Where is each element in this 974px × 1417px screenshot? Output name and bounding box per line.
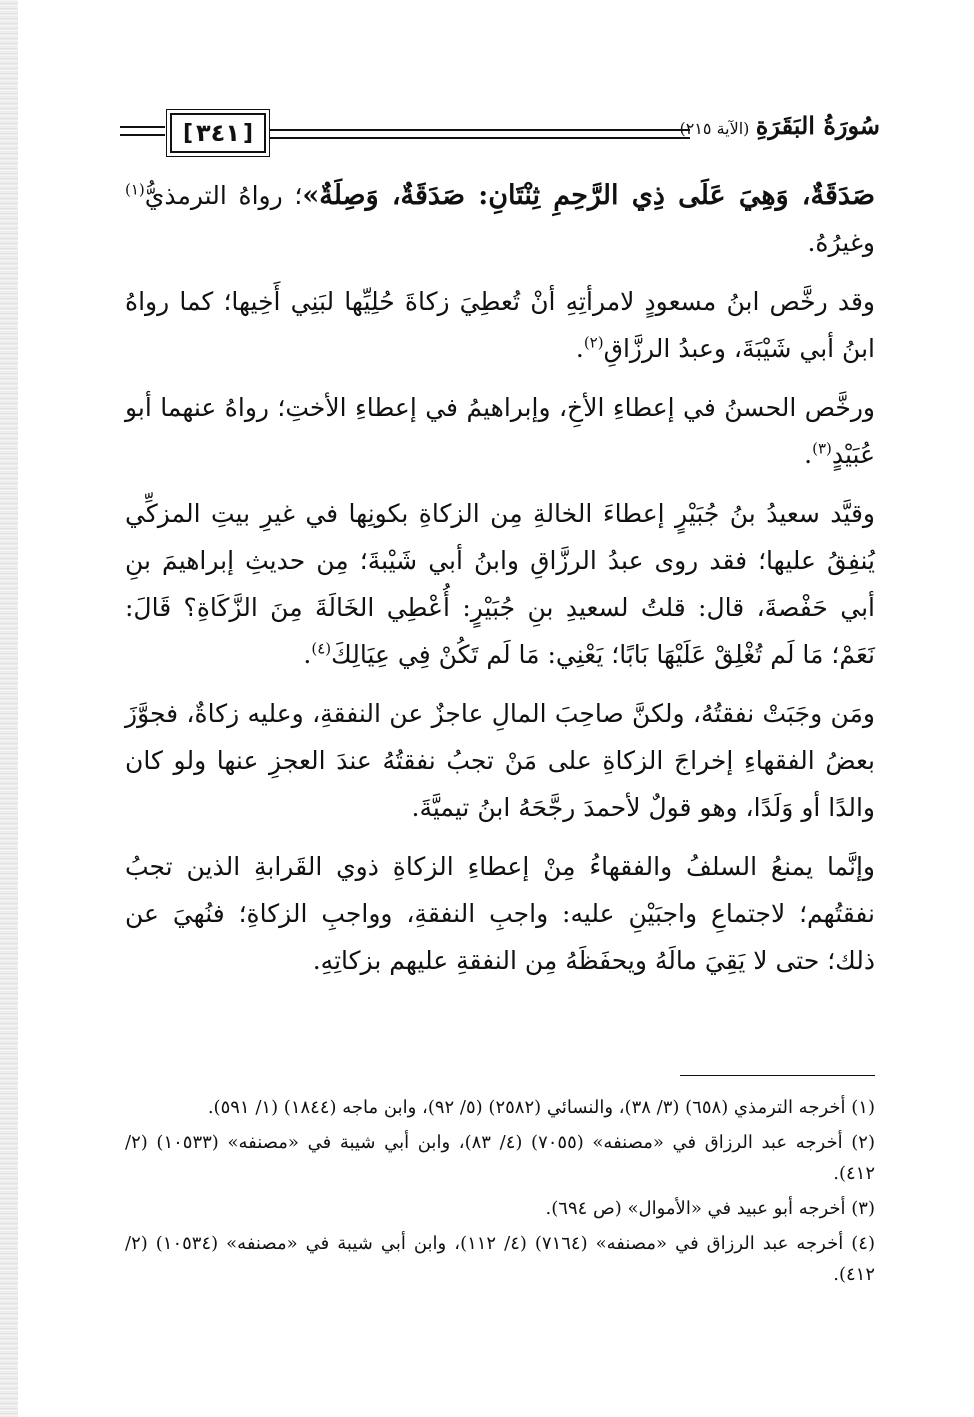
paragraph-tail: . <box>575 334 584 363</box>
footnote-text: أخرجه الترمذي (٦٥٨) (٣/ ٣٨)، والنسائي (٢٥٨٢) (٥/ ٩٢)، وابن ماجه (١٨٤٤) (١/ ٥٩١). <box>207 1097 846 1118</box>
paragraph-tail: . <box>303 640 312 669</box>
scan-edge <box>0 0 18 1417</box>
header-rule <box>270 129 690 139</box>
paragraph-1 <box>125 172 875 266</box>
footnote-ref: (١) <box>125 180 145 199</box>
header-rule-left <box>120 126 165 136</box>
paragraph-text: وقيَّد سعيدُ بنُ جُبَيْرٍ إعطاءَ الخالةِ مِن الزكاةِ بكونِها في غيرِ بيتِ المزكِّي يُنفِقُ عليها؛ فقد روى عبدُ الرزَّاقِ وابنُ أبي شَيْبةَ؛ مِن حديثِ إبراهيمَ بنِ أبي حَفْصةَ، قال: قلتُ لسعيدِ بنِ جُبَيْرٍ: أُعْطِي الخَالَةَ مِنَ الزَّكَاةِ؟ قَالَ: نَعَمْ؛ مَا لَم تُغْلِقْ عَلَيْهَا بَابًا؛ يَعْنِي: مَا لَم تَكُنْ فِي عِيَالِكَ <box>125 499 875 669</box>
footnote-text: أخرجه عبد الرزاق في «مصنفه» (٧١٦٤) (٤/ ١١٢)، وابن أبي شيبة في «مصنفه» (١٠٥٣٤) (٢/ ٤١٢). <box>125 1233 875 1285</box>
paragraph-tail: وغيرُهُ. <box>807 228 875 257</box>
main-text <box>125 172 875 996</box>
footnote-2 <box>125 1127 875 1189</box>
footnote-separator <box>680 1075 875 1076</box>
surah-title <box>679 111 880 140</box>
paragraph-text: ؛ رواهُ الترمذيُّ <box>144 181 303 210</box>
page-number: ٣٤١ <box>196 119 240 147</box>
page-number-box: [ ٣٤١ ] <box>170 113 266 153</box>
paragraph-text: ومَن وجَبَتْ نفقتُهُ، ولكنَّ صاحِبَ المالِ عاجزٌ عن النفقةِ، وعليه زكاةٌ، فجوَّزَ بعضُ الفقهاءِ إخراجَ الزكاةِ على مَنْ تجبُ نفقتُهُ عندَ العجزِ عنها ولو كان والدًا أو وَلَدًا، وهو قولٌ لأحمدَ رجَّحَهُ ابنُ تيميَّةَ. <box>125 699 875 822</box>
footnote-number: (٣) <box>851 1198 875 1219</box>
footnote-ref: (٣) <box>812 439 832 458</box>
paragraph-text: وقد رخَّص ابنُ مسعودٍ لامرأتِهِ أنْ تُعطِيَ زكاةَ حُلِيِّها لبَنِي أَخِيها؛ كما رواهُ ابنُ أبي شَيْبَةَ، وعبدُ الرزَّاقِ <box>125 287 875 363</box>
paragraph-4 <box>125 490 875 678</box>
paragraph-tail: . <box>804 440 813 469</box>
paragraph-text: ورخَّص الحسنُ في إعطاءِ الأخِ، وإبراهيمُ في إعطاءِ الأختِ؛ رواهُ عنهما أبو عُبَيْدٍ <box>125 393 875 469</box>
footnote-3 <box>125 1193 875 1224</box>
paragraph-2 <box>125 278 875 372</box>
page-header <box>120 105 880 155</box>
paragraph-5 <box>125 690 875 831</box>
paragraph-3 <box>125 384 875 478</box>
footnote-ref: (٤) <box>311 639 332 658</box>
footnote-ref: (٢) <box>583 333 604 352</box>
footnote-4 <box>125 1228 875 1290</box>
footnote-text: أخرجه عبد الرزاق في «مصنفه» (٧٠٥٥) (٤/ ٨٣)، وابن أبي شيبة في «مصنفه» (١٠٥٣٣) (٢/ ٤١٢). <box>125 1132 875 1184</box>
verse-reference: (الآية ٢١٥) <box>679 119 750 138</box>
footnote-text: أخرجه أبو عبيد في «الأموال» (ص ٦٩٤). <box>545 1198 846 1219</box>
paragraph-text: وإنَّما يمنعُ السلفُ والفقهاءُ مِنْ إعطاءِ الزكاةِ ذوي القَرابةِ الذين تجبُ نفقتُهم؛ لاجتماعِ واجبَيْنِ عليه: واجبِ النفقةِ، وواجبِ الزكاةِ؛ فنُهيَ عن ذلك؛ حتى لا يَقِيَ مالَهُ ويحفَظَهُ مِن النفقةِ عليهم بزكاتِهِ. <box>125 852 875 975</box>
paragraph-6 <box>125 843 875 984</box>
surah-name: سُورَةُ البَقَرَةِ <box>755 111 880 140</box>
footnotes <box>125 1092 875 1294</box>
footnote-number: (١) <box>851 1097 875 1118</box>
footnote-number: (٢) <box>851 1132 875 1153</box>
footnote-number: (٤) <box>851 1233 875 1254</box>
hadith-quote: صَدَقَةٌ، وَهِيَ عَلَى ذِي الرَّحِمِ ثِنْتَانِ: صَدَقَةٌ، وَصِلَةٌ» <box>302 180 875 211</box>
footnote-1 <box>125 1092 875 1123</box>
